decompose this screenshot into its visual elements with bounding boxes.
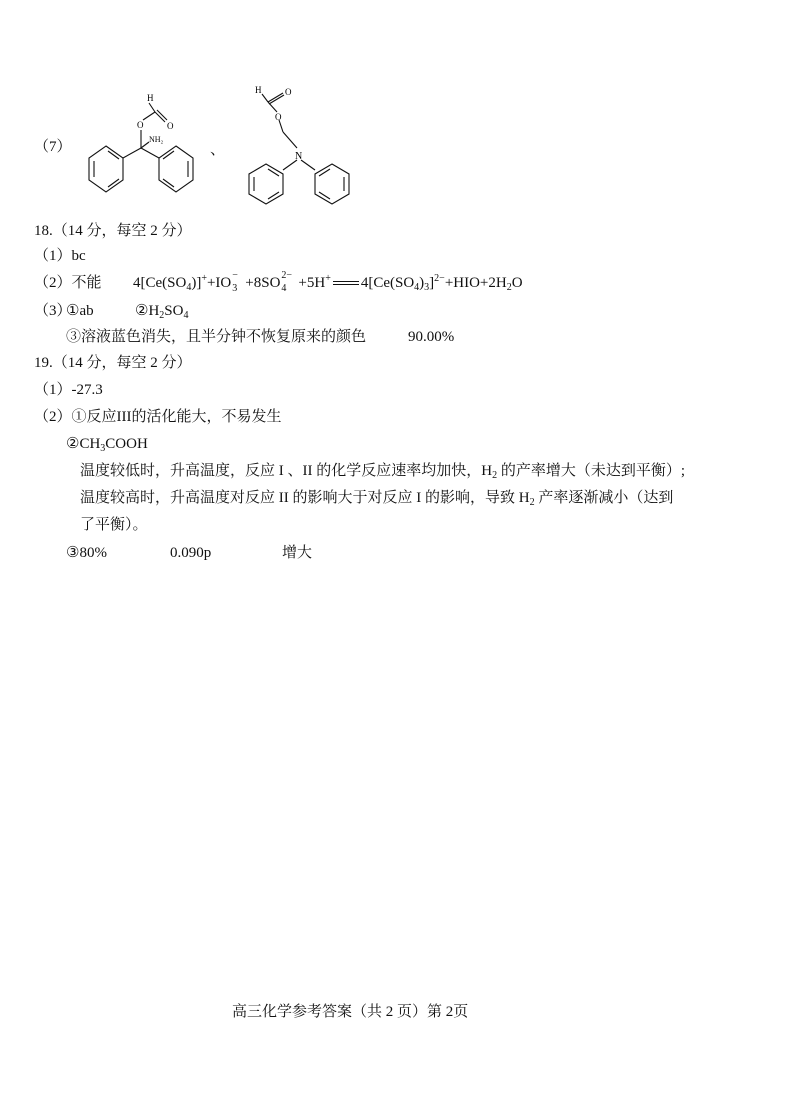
eq-sub: 3 <box>232 283 238 294</box>
q18-2-label: （2） <box>34 275 72 291</box>
q19-answer-2-part-2 <box>66 434 148 454</box>
q19-2-part-1: ①反应III的活化能大，不易发生 <box>71 409 282 425</box>
q18-answer-3a: ①ab <box>66 303 94 319</box>
q18-2-answer: 不能 <box>71 275 102 291</box>
page-footer: 高三化学参考答案（共 2 页）第 2页 <box>232 1004 469 1020</box>
q19-answer-2 <box>34 407 282 427</box>
text-part: 产率逐渐减小（达到 <box>534 490 674 506</box>
eq-charge: 2− <box>434 273 445 284</box>
structure-1-h: H <box>147 93 154 103</box>
formula-part: ②CH <box>66 436 101 452</box>
eq-term-3: +8SO <box>245 275 281 291</box>
eq-equals-sign <box>331 273 361 293</box>
formula-sub: 3 <box>100 443 106 454</box>
structure-1-o-carbonyl: O <box>167 121 174 131</box>
eq-sub: 4 <box>281 283 287 294</box>
q18-answer-3b <box>135 301 188 321</box>
text-part: 的产率增大（未达到平衡）; <box>497 463 685 479</box>
eq-charge: + <box>201 273 207 284</box>
eq-ion-2 <box>280 270 298 294</box>
q19-header: 19.（14 分，每空 2 分） <box>34 355 192 371</box>
q19-explanation-line-2 <box>80 488 673 508</box>
q17-label: （7） <box>34 139 72 155</box>
eq-sub: 4 <box>186 282 192 293</box>
formula-part: SO <box>164 303 184 319</box>
structure-2-o-ester: O <box>275 112 282 122</box>
q18-1-label: （1） <box>34 248 72 264</box>
q18-answer-1 <box>34 246 86 266</box>
q18-1-text: bc <box>71 248 86 264</box>
q19-answer-3b: 0.090p <box>170 545 212 561</box>
eq-term-6-end: O <box>511 275 523 291</box>
structure-2-o-carbonyl: O <box>285 87 292 97</box>
structure-separator: 、 <box>210 142 226 158</box>
eq-sub: 2 <box>506 282 512 293</box>
eq-term-4: +5H <box>298 275 326 291</box>
q19-answer-1 <box>34 380 103 400</box>
q19-2-label: （2） <box>34 409 72 425</box>
q18-answer-3c: ③溶液蓝色消失，且半分钟不恢复原来的颜色 <box>66 329 367 345</box>
q18-header: 18.（14 分，每空 2 分） <box>34 223 192 239</box>
eq-term-6: +HIO+2H <box>444 275 507 291</box>
formula-sub: 2 <box>529 497 535 508</box>
formula-sub: 4 <box>183 310 189 321</box>
formula-sub: 2 <box>492 470 498 481</box>
eq-term-1-end: )] <box>191 275 202 291</box>
q19-explanation-line-3: 了平衡）。 <box>80 517 148 533</box>
q18-answer-3d: 90.00% <box>408 329 455 345</box>
eq-sub: 4 <box>414 282 420 293</box>
eq-charge: 2− <box>281 270 293 281</box>
eq-term-2: +IO <box>206 275 232 291</box>
eq-term-1: 4[Ce(SO <box>133 275 187 291</box>
q19-answer-3c: 增大 <box>282 545 313 561</box>
q19-1-text: -27.3 <box>71 382 103 398</box>
eq-term-5: 4[Ce(SO <box>360 275 415 291</box>
text-part: 温度较低时，升高温度，反应 I 、II 的化学反应速率均加快，H <box>80 463 493 479</box>
structure-1-diagram <box>65 88 205 208</box>
formula-part: ②H <box>135 303 160 319</box>
q18-equation <box>133 270 523 294</box>
q19-1-label: （1） <box>34 382 72 398</box>
eq-term-5-mid: ) <box>419 275 425 291</box>
text-part: 温度较高时，升高温度对反应 II 的影响大于对反应 I 的影响，导致 H <box>80 490 530 506</box>
q19-answer-3a: ③80% <box>66 545 107 561</box>
eq-charge: − <box>232 270 238 281</box>
q19-explanation-line-1 <box>80 461 685 481</box>
structure-2-n: N <box>295 151 303 162</box>
structure-1-o-ester: O <box>137 120 144 130</box>
structure-2-h: H <box>255 85 262 95</box>
eq-term-5-end: ] <box>429 275 435 291</box>
q18-answer-3-label: （3） <box>34 303 72 319</box>
formula-sub: 2 <box>159 310 165 321</box>
structure-2-diagram <box>235 80 365 208</box>
eq-charge: + <box>325 273 331 284</box>
q18-answer-2 <box>34 273 102 293</box>
structure-1-nh2: NH₂ <box>149 135 164 144</box>
formula-part: COOH <box>105 436 148 452</box>
eq-ion-1 <box>231 270 245 294</box>
eq-sub: 3 <box>424 282 430 293</box>
